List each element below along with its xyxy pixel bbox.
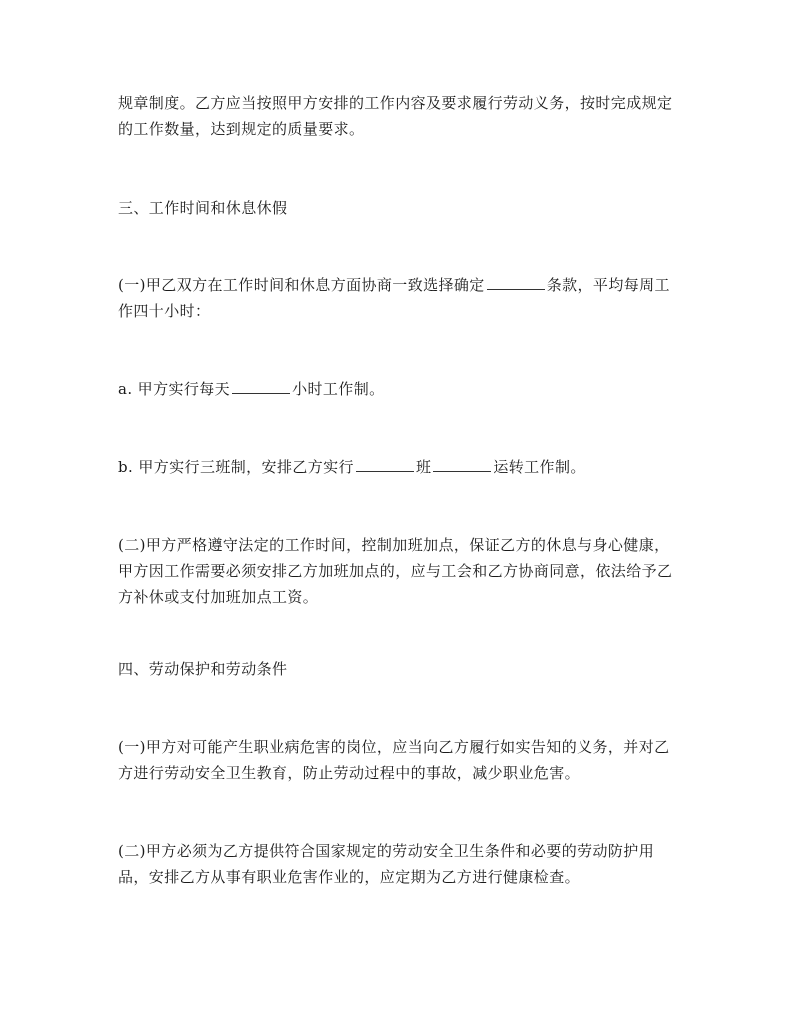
section-heading-labor-protection: 四、劳动保护和劳动条件 <box>118 660 288 678</box>
text-line: 品，安排乙方从事有职业危害作业的，应定期为乙方进行健康检查。 <box>118 868 581 886</box>
text-line: 甲方因工作需要必须安排乙方加班加点的，应与工会和乙方协商同意，依法给予乙 <box>118 562 673 580</box>
paragraph-option-a <box>118 376 684 402</box>
text-line: 的工作数量，达到规定的质量要求。 <box>118 120 365 138</box>
text-fragment: b. 甲方实行三班制，安排乙方实行 <box>118 458 354 476</box>
fill-in-blank <box>232 379 290 394</box>
text-fragment: 班 <box>415 458 432 476</box>
paragraph-safety-conditions <box>118 838 684 890</box>
text-line: (二)甲方严格遵守法定的工作时间，控制加班加点，保证乙方的休息与身心健康， <box>118 536 670 554</box>
text-fragment: a. 甲方实行每天 <box>118 380 231 398</box>
paragraph-option-b <box>118 454 684 480</box>
text-line: (二)甲方必须为乙方提供符合国家规定的劳动安全卫生条件和必要的劳动防护用 <box>118 842 655 860</box>
text-line: 作四十小时： <box>118 302 211 320</box>
paragraph-rules-duties <box>118 90 684 142</box>
fill-in-blank <box>356 457 414 472</box>
paragraph-occupational-hazard <box>118 734 684 786</box>
fill-in-blank <box>487 275 545 290</box>
text-line: 规章制度。乙方应当按照甲方安排的工作内容及要求履行劳动义务，按时完成规定 <box>118 94 673 112</box>
text-fragment: 运转工作制。 <box>493 458 586 476</box>
section-heading-work-hours: 三、工作时间和休息休假 <box>118 199 288 217</box>
paragraph-work-hours-agreement <box>118 272 684 324</box>
text-line: 方进行劳动安全卫生教育，防止劳动过程中的事故，减少职业危害。 <box>118 764 581 782</box>
text-line: 方补休或支付加班加点工资。 <box>118 588 319 606</box>
text-fragment: 条款，平均每周工 <box>546 276 670 294</box>
fill-in-blank <box>433 457 491 472</box>
paragraph-overtime <box>118 532 684 610</box>
text-fragment: 小时工作制。 <box>292 380 385 398</box>
text-fragment: (一)甲乙双方在工作时间和休息方面协商一致选择确定 <box>118 276 485 294</box>
text-line: (一)甲方对可能产生职业病危害的岗位，应当向乙方履行如实告知的义务，并对乙 <box>118 738 670 756</box>
